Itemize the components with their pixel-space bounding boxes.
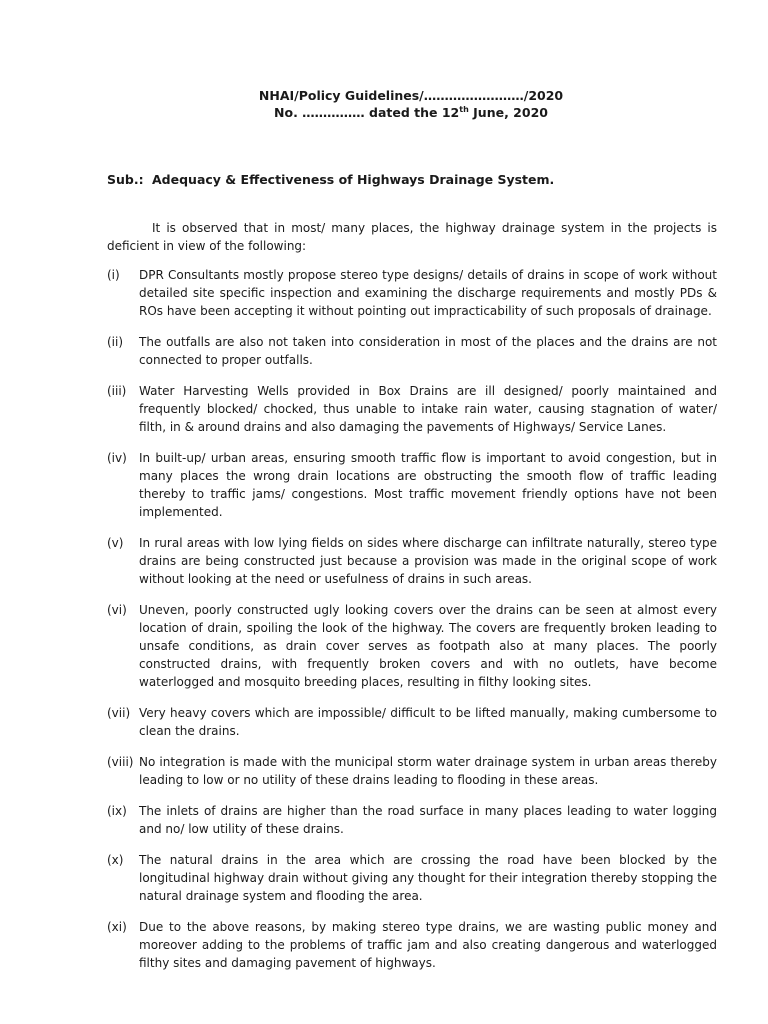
list-item	[107, 601, 717, 691]
item-number: (iii)	[107, 384, 127, 398]
item-text: In rural areas with low lying fields on sides where discharge can infiltrate naturally, stereo type drains are being constructed just because a provision was made in the original scope of work without looking at the need or usefulness of drains in such areas.	[139, 536, 717, 586]
item-number: (vi)	[107, 603, 127, 617]
item-text: The outfalls are also not taken into consideration in most of the places and the drains are not connected to proper outfalls.	[139, 335, 717, 367]
subject-text: Adequacy & Effectiveness of Highways Drainage System.	[152, 172, 555, 187]
subject-label: Sub.:	[107, 172, 144, 187]
item-number: (x)	[107, 853, 124, 867]
item-number: (viii)	[107, 755, 134, 769]
item-number: (vii)	[107, 706, 131, 720]
list-item	[107, 851, 717, 905]
list-item	[107, 918, 717, 972]
item-text: No integration is made with the municipal storm water drainage system in urban areas thereby leading to low or no utility of these drains leading to flooding in these areas.	[139, 755, 717, 787]
number-date-suffix: June, 2020	[468, 105, 548, 120]
item-number: (ii)	[107, 335, 124, 349]
list-item	[107, 802, 717, 838]
list-item	[107, 753, 717, 789]
item-number: (iv)	[107, 451, 127, 465]
item-number: (ix)	[107, 804, 127, 818]
date-superscript: th	[459, 104, 469, 114]
list-item	[107, 704, 717, 740]
item-text: Very heavy covers which are impossible/ difficult to be lifted manually, making cumbersome to clean the drains.	[139, 706, 717, 738]
intro-paragraph: It is observed that in most/ many places, the highway drainage system in the projects is deficient in view of the following:	[107, 221, 717, 253]
item-text: The natural drains in the area which are crossing the road have been blocked by the longitudinal highway drain without giving any thought for their integration thereby stopping the natural drainage system and flooding the area.	[139, 853, 717, 903]
list-item	[107, 534, 717, 588]
item-text: The inlets of drains are higher than the road surface in many places leading to water logging and no/ low utility of these drains.	[139, 804, 717, 836]
observation-list	[107, 266, 717, 985]
subject-line	[107, 171, 554, 189]
item-text: Water Harvesting Wells provided in Box Drains are ill designed/ poorly maintained and frequently blocked/ chocked, thus unable to intake rain water, causing stagnation of water/ filth, in & around drains and also damaging the pavements of Highways/ Service Lanes.	[139, 384, 717, 434]
number-date-prefix: No. …………… dated the 12	[274, 105, 460, 120]
item-number: (i)	[107, 268, 120, 282]
item-number: (v)	[107, 536, 124, 550]
item-text: In built-up/ urban areas, ensuring smooth traffic flow is important to avoid congestion, but in many places the wrong drain locations are obstructing the smooth flow of traffic leading thereby to traffic jams/ congestions. Most traffic movement friendly options have not been implemented.	[139, 451, 717, 519]
item-text: Due to the above reasons, by making stereo type drains, we are wasting public money and moreover adding to the problems of traffic jam and also creating dangerous and waterlogged filthy sites and damaging pavement of highways.	[139, 920, 717, 970]
list-item	[107, 449, 717, 521]
list-item	[107, 333, 717, 369]
list-item	[107, 382, 717, 436]
list-item	[107, 266, 717, 320]
reference-line: NHAI/Policy Guidelines/……………………/2020	[258, 88, 564, 103]
number-date-line	[27, 104, 768, 122]
item-number: (xi)	[107, 920, 127, 934]
item-text: Uneven, poorly constructed ugly looking covers over the drains can be seen at almost every location of drain, spoiling the look of the highway. The covers are frequently broken leading to unsafe conditions, as drain cover serves as footpath also at many places. The poorly constructed drains, with frequently broken covers and with no outlets, have become waterlogged and mosquito breeding places, resulting in filthy looking sites.	[139, 603, 717, 689]
item-text: DPR Consultants mostly propose stereo type designs/ details of drains in scope of work without detailed site specific inspection and examining the discharge requirements and mostly PDs & ROs have been accepting it without pointing out impracticability of such proposals of drainage.	[139, 268, 717, 318]
